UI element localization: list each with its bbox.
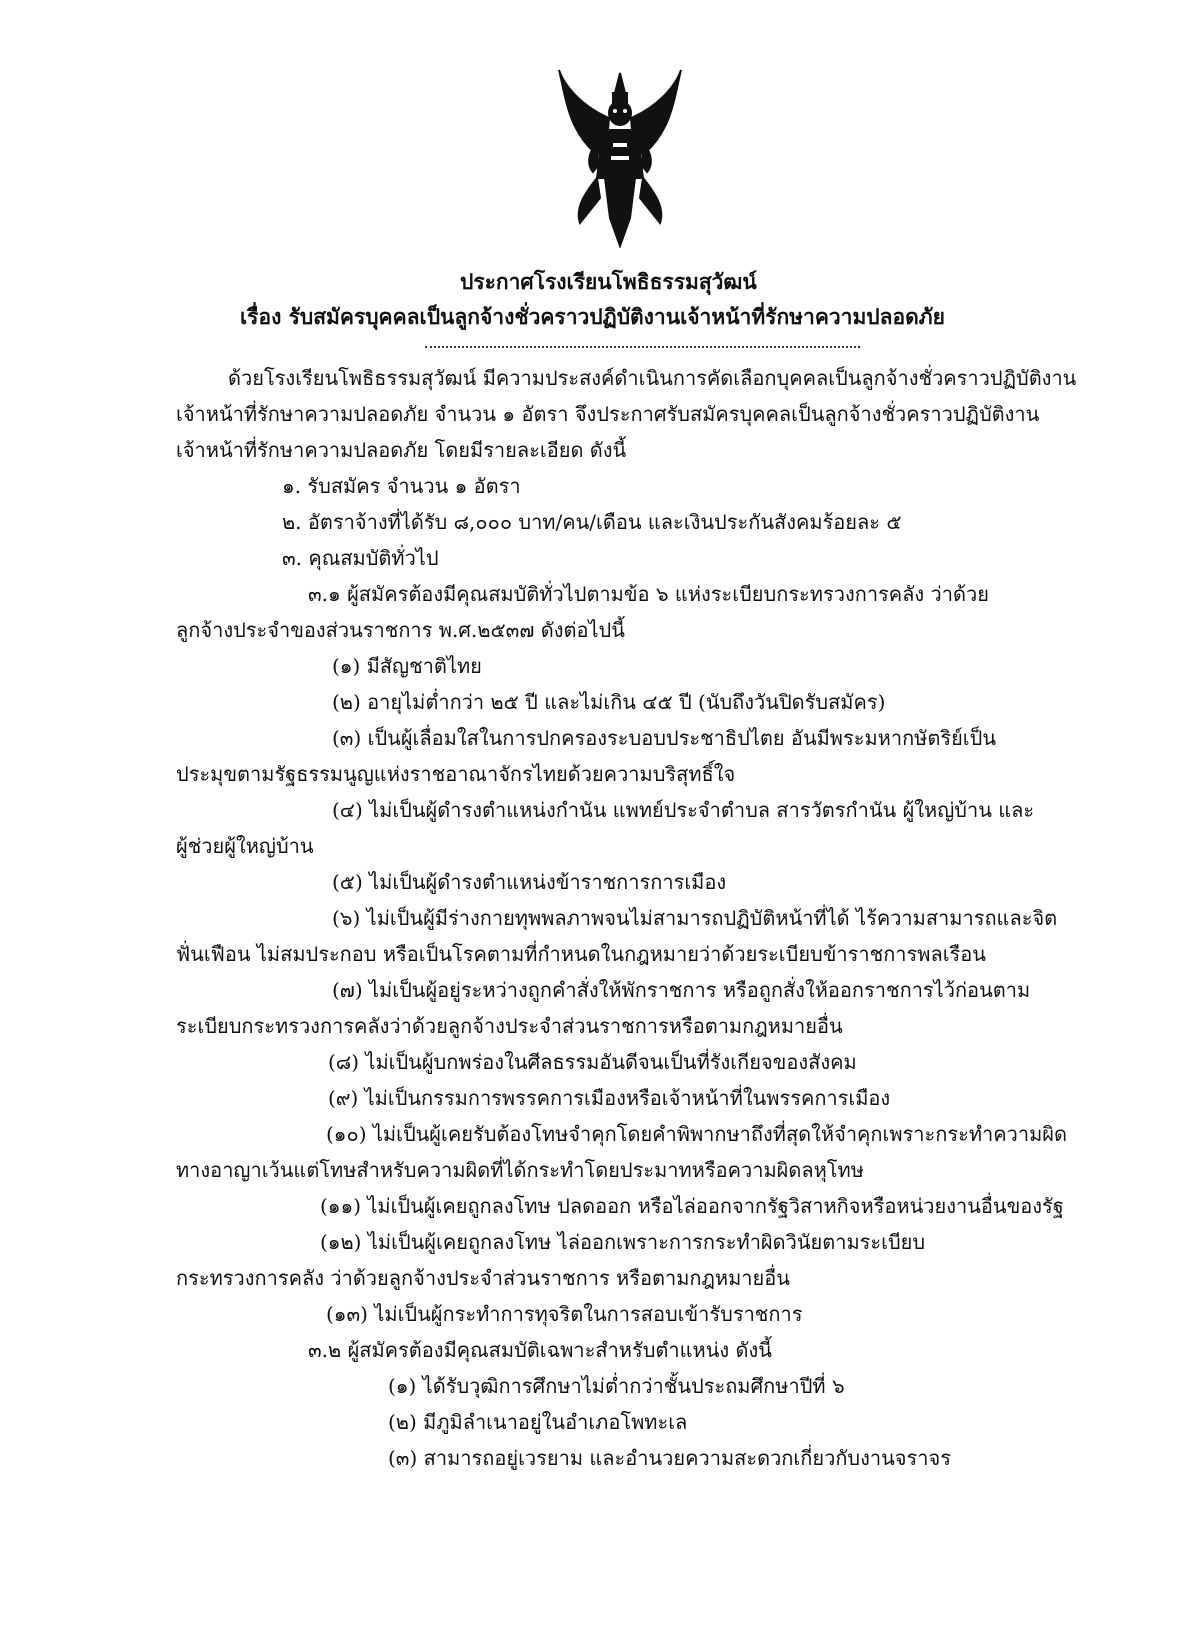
qualification-2: (๒) อายุไม่ต่ำกว่า ๒๕ ปี และไม่เกิน ๔๕ ปี (นับถึงวันปิดรับสมัคร): [332, 690, 886, 714]
qualification-7b: ระเบียบกระทรวงการคลังว่าด้วยลูกจ้างประจำส่วนราชการหรือตามกฎหมายอื่น: [176, 1014, 843, 1038]
qualification-4a: (๔) ไม่เป็นผู้ดำรงตำแหน่งกำนัน แพทย์ประจำตำบล สารวัตรกำนัน ผู้ใหญ่บ้าน และ: [332, 798, 1035, 822]
qualification-11: (๑๑) ไม่เป็นผู้เคยถูกลงโทษ ปลดออก หรือไล่ออกจากรัฐวิสาหกิจหรือหน่วยงานอื่นของรัฐ: [320, 1194, 1064, 1218]
subject-line: เรื่อง รับสมัครบุคคลเป็นลูกจ้างชั่วคราวปฏิบัติงานเจ้าหน้าที่รักษาความปลอดภัย: [240, 304, 945, 329]
qualification-8: (๘) ไม่เป็นผู้บกพร่องในศีลธรรมอันดีจนเป็นที่รังเกียจของสังคม: [328, 1050, 857, 1074]
qualification-6b: ฟั่นเฟือน ไม่สมประกอบ หรือเป็นโรคตามที่กำหนดในกฎหมายว่าด้วยระเบียบข้าราชการพลเรือน: [176, 942, 986, 966]
qualification-6a: (๖) ไม่เป็นผู้มีร่างกายทุพพลภาพจนไม่สามารถปฏิบัติหน้าที่ได้ ไร้ความสามารถและจิต: [332, 906, 1058, 930]
qualification-5: (๕) ไม่เป็นผู้ดำรงตำแหน่งข้าราชการการเมือง: [332, 870, 727, 894]
qualification-10b: ทางอาญาเว้นแต่โทษสำหรับความผิดที่ได้กระทำโดยประมาทหรือความผิดลหุโทษ: [176, 1158, 864, 1182]
item-2: ๒. อัตราจ้างที่ได้รับ ๘,๐๐๐ บาท/คน/เดือน และเงินประกันสังคมร้อยละ ๕: [282, 510, 902, 534]
intro-line-1: ด้วยโรงเรียนโพธิธรรมสุวัฒน์ มีความประสงค์ดำเนินการคัดเลือกบุคคลเป็นลูกจ้างชั่วคราวปฏิบัติงาน: [228, 366, 1077, 390]
general-head-2: ลูกจ้างประจำของส่วนราชการ พ.ศ.๒๕๓๗ ดังต่อไปนี้: [176, 618, 625, 642]
qualification-3a: (๓) เป็นผู้เลื่อมใสในการปกครองระบอบประชาธิปไตย อันมีพระมหากษัตริย์เป็น: [332, 726, 997, 750]
dotted-divider: [425, 346, 860, 348]
item-1: ๑. รับสมัคร จำนวน ๑ อัตรา: [282, 474, 521, 498]
item-3: ๓. คุณสมบัติทั่วไป: [282, 546, 439, 570]
qualification-3b: ประมุขตามรัฐธรรมนูญแห่งราชอาณาจักรไทยด้วยความบริสุทธิ์ใจ: [176, 762, 736, 786]
specific-head: ๓.๒ ผู้สมัครต้องมีคุณสมบัติเฉพาะสำหรับตำแหน่ง ดังนี้: [308, 1338, 772, 1362]
specific-1: (๑) ได้รับวุฒิการศึกษาไม่ต่ำกว่าชั้นประถมศึกษาปีที่ ๖: [388, 1374, 845, 1398]
intro-line-2: เจ้าหน้าที่รักษาความปลอดภัย จำนวน ๑ อัตรา จึงประกาศรับสมัครบุคคลเป็นลูกจ้างชั่วคราวปฏิบัติงาน: [176, 402, 1040, 426]
qualification-13: (๑๓) ไม่เป็นผู้กระทำการทุจริตในการสอบเข้ารับราชการ: [326, 1302, 803, 1326]
specific-3: (๓) สามารถอยู่เวรยาม และอำนวยความสะดวกเกี่ยวกับงานจราจร: [388, 1446, 951, 1470]
intro-line-3: เจ้าหน้าที่รักษาความปลอดภัย โดยมีรายละเอียด ดังนี้: [176, 438, 627, 462]
qualification-1: (๑) มีสัญชาติไทย: [332, 654, 482, 678]
qualification-10a: (๑๐) ไม่เป็นผู้เคยรับต้องโทษจำคุกโดยคำพิพากษาถึงที่สุดให้จำคุกเพราะกระทำความผิด: [326, 1122, 1068, 1146]
page-title: ประกาศโรงเรียนโพธิธรรมสุวัฒน์: [460, 269, 757, 294]
general-head-1: ๓.๑ ผู้สมัครต้องมีคุณสมบัติทั่วไปตามข้อ ๖ แห่งระเบียบกระทรวงการคลัง ว่าด้วย: [308, 582, 989, 606]
qualification-9: (๙) ไม่เป็นกรรมการพรรคการเมืองหรือเจ้าหน้าที่ในพรรคการเมือง: [328, 1086, 891, 1110]
qualification-4b: ผู้ช่วยผู้ใหญ่บ้าน: [176, 834, 314, 858]
garuda-emblem-icon: [555, 68, 685, 248]
qualification-12b: กระทรวงการคลัง ว่าด้วยลูกจ้างประจำส่วนราชการ หรือตามกฎหมายอื่น: [176, 1266, 790, 1290]
specific-2: (๒) มีภูมิลำเนาอยู่ในอำเภอโพทะเล: [388, 1410, 688, 1434]
qualification-12a: (๑๒) ไม่เป็นผู้เคยถูกลงโทษ ไล่ออกเพราะการกระทำผิดวินัยตามระเบียบ: [320, 1230, 926, 1254]
qualification-7a: (๗) ไม่เป็นผู้อยู่ระหว่างถูกคำสั่งให้พักราชการ หรือถูกสั่งให้ออกราชการไว้ก่อนตาม: [332, 978, 1031, 1002]
